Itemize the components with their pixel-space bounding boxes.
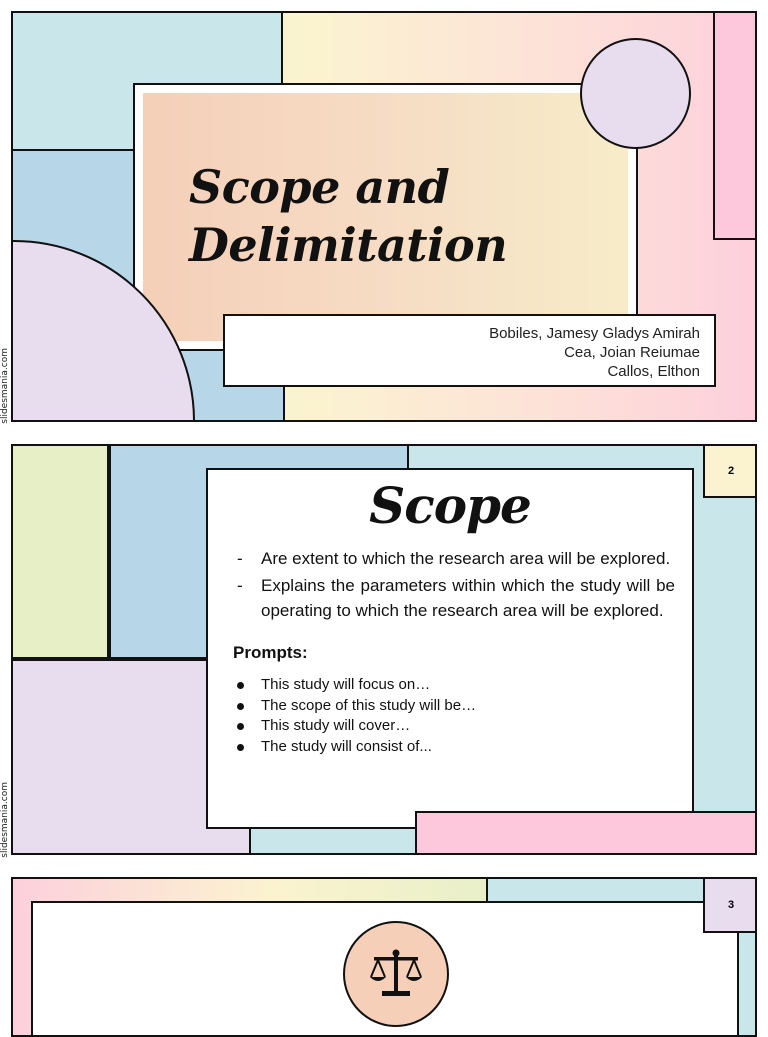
point-item: - Are extent to which the research area will be explored. [233,546,675,571]
pink-strip [713,11,757,240]
lavender-circle [580,38,691,149]
author-2: Cea, Joian Reiumae [564,344,700,361]
slide-3 [11,877,757,1037]
mint-side-block [736,929,757,1037]
slide-title: Scope [369,476,531,535]
prompts-list [233,675,692,757]
author-3: Callos, Elthon [607,363,700,380]
pink-bottom-block [415,811,757,855]
icon-circle [343,921,449,1027]
slide-2 [11,444,757,855]
title-line-1: Scope and [189,160,450,214]
author-1: Bobiles, Jamesy Gladys Amirah [489,325,700,342]
slide-1 [11,11,757,422]
points-list [233,546,675,623]
page-number: 3 [703,877,757,933]
prompt-item: This study will cover… [233,716,692,737]
lime-block [11,444,109,659]
slide-title [189,158,507,274]
scale-icon [366,945,426,1005]
content-card [206,468,694,829]
prompt-item: The scope of this study will be… [233,696,692,717]
title-line-2: Delimitation [189,218,508,272]
prompts-heading: Prompts: [233,643,308,662]
authors-box [223,314,716,387]
point-item: - Explains the parameters within which the study will be operating to which the research area will be explored. [233,573,675,623]
prompt-item: The study will consist of... [233,737,692,758]
watermark-2: slidesmania.com [0,782,10,858]
prompt-item: This study will focus on… [233,675,692,696]
page-number: 2 [703,444,757,498]
watermark-1: slidesmania.com [0,348,10,424]
